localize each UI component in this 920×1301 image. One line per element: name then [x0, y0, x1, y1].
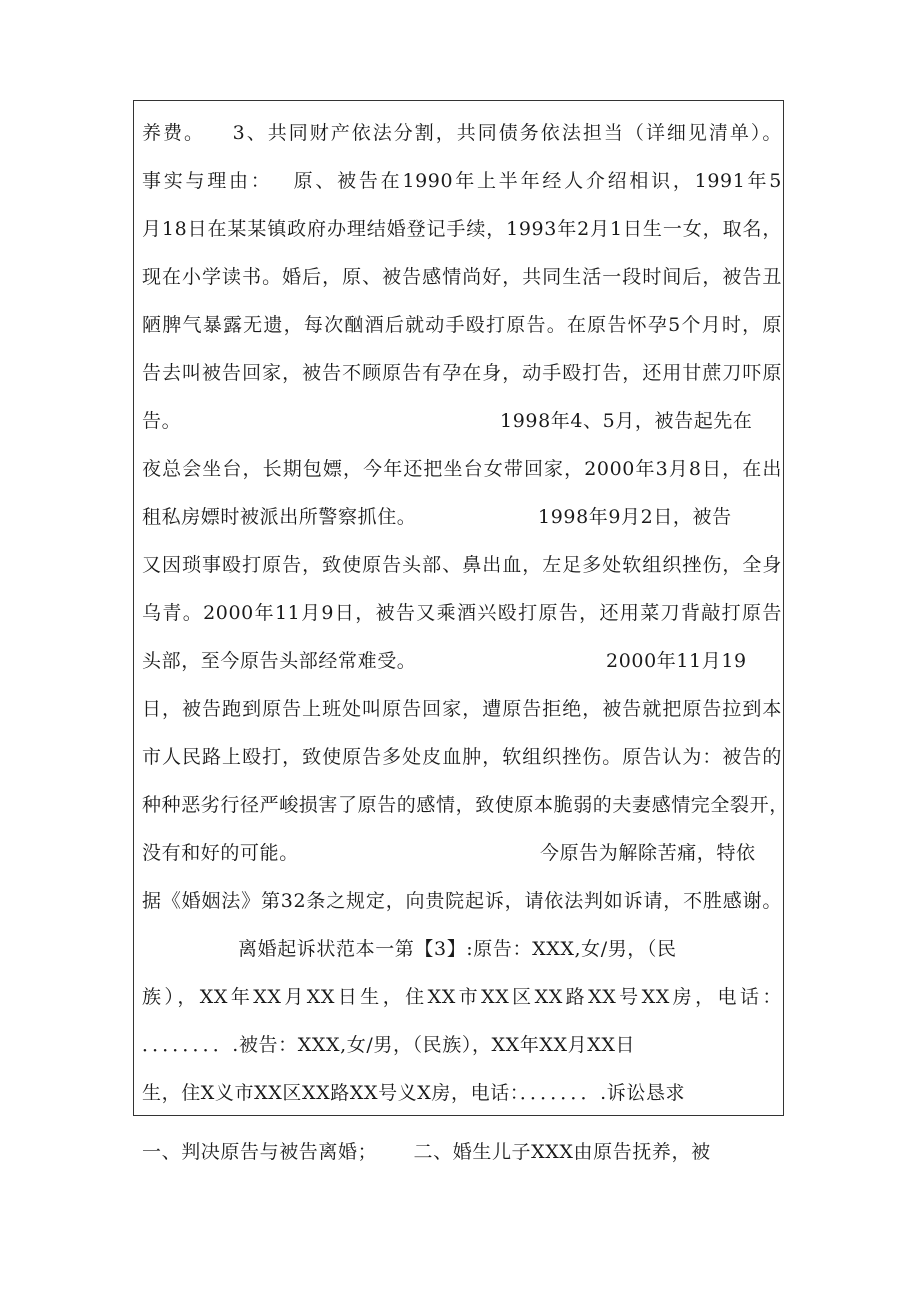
text-line-1: 养费。 3、共同财产依法分割，共同债务依法担当（详细见清单）。 — [142, 122, 782, 144]
text-line-9-cont: 1998年9月2日，被告 — [538, 506, 732, 528]
text-line-15: 种种恶劣行径严峻损害了原告的感情，致使原本脆弱的夫妻感情完全裂开， — [142, 794, 789, 816]
text-line-19: 族），XX年XX月XX日生，住XX市XX区XX路XX号XX房，电话： — [142, 986, 782, 1008]
text-line-12-cont: 2000年11月19 — [606, 650, 747, 672]
text-line-7: 告。 — [142, 410, 182, 432]
text-line-5: 陋脾气暴露无遗，每次酗酒后就动手殴打原告。在原告怀孕5个月时，原 — [142, 314, 782, 336]
text-line-10: 又因琐事殴打原告，致使原告头部、鼻出血，左足多处软组织挫伤，全身 — [142, 554, 782, 576]
text-line-20: ．．．．．．．．.被告：XXX,女/男，（民族），XX年XX月XX日 — [142, 1034, 636, 1056]
text-line-16: 没有和好的可能。 — [142, 842, 299, 864]
text-line-14: 市人民路上殴打，致使原告多处皮血肿，软组织挫伤。原告认为：被告的 — [142, 746, 782, 768]
text-line-12: 头部，至今原告头部经常难受。 — [142, 650, 417, 672]
text-line-18: 离婚起诉状范本一第【3】:原告：XXX,女/男，（民 — [238, 938, 677, 960]
text-line-8: 夜总会坐台，长期包嫖，今年还把坐台女带回家，2000年3月8日，在出 — [142, 458, 782, 480]
text-line-21: 生，住X义市XX区XX路XX号义X房，电话：．．．．．．．.诉讼恳求 — [142, 1082, 686, 1104]
text-line-17: 据《婚姻法》第32条之规定，向贵院起诉，请依法判如诉请，不胜感谢。 — [142, 890, 782, 912]
text-line-2: 事实与理由： 原、被告在1990年上半年经人介绍相识，1991年5 — [142, 170, 782, 192]
text-line-4: 现在小学读书。婚后，原、被告感情尚好，共同生活一段时间后，被告丑 — [142, 266, 782, 288]
text-line-9: 租私房嫖时被派出所警察抓住。 — [142, 506, 417, 528]
text-line-16-cont: 今原告为解除苦痛，特依 — [540, 842, 756, 864]
text-line-13: 日，被告跑到原告上班处叫原告回家，遭原告拒绝，被告就把原告拉到本 — [142, 698, 782, 720]
text-line-7-cont: 1998年4、5月，被告起先在 — [500, 410, 753, 432]
text-line-6: 告去叫被告回家，被告不顾原告有孕在身，动手殴打告，还用甘蔗刀吓原 — [142, 362, 782, 384]
text-line-11: 乌青。2000年11月9日，被告又乘酒兴殴打原告，还用菜刀背敲打原告 — [142, 602, 782, 624]
text-line-3: 月18日在某某镇政府办理结婚登记手续，1993年2月1日生一女，取名， — [142, 218, 782, 240]
text-below-frame: 一、判决原告与被告离婚； 二、婚生儿子XXX由原告抚养，被 — [142, 1141, 711, 1163]
